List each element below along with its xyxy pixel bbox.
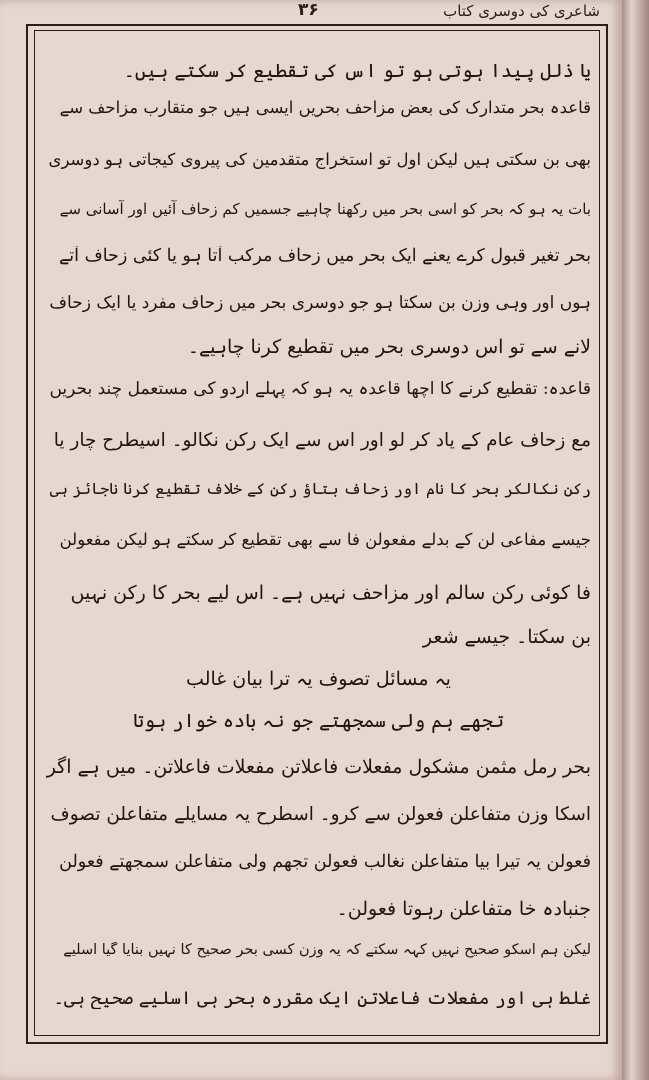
text-line: لانے سے تو اس دوسری بحر میں تقطیع کرنا چاہیے۔ xyxy=(187,336,591,358)
text-line: بحر تغیر قبول کرے یعنے ایک بحر میں زحاف مرکب آتا ہو یا کئی زحاف آتے xyxy=(59,246,591,266)
text-line: اسکا وزن متفاعلن فعولن سے کرو۔ اسطرح یہ مسایلے متفاعلن تصوف xyxy=(50,804,591,825)
text-line: فعولن یہ تیرا بیا متفاعلن نغالب فعولن تجھم ولی متفاعلن سمجھتے فعولن xyxy=(59,852,591,872)
text-line: بن سکتا۔ جیسے شعر xyxy=(422,626,591,648)
page-edge xyxy=(622,0,649,1080)
verse-line: تجھے ہم ولی سمجھتے جو نہ بادہ خوار ہوتا xyxy=(132,710,505,732)
verse-line: یہ مسائل تصوف یہ ترا بیان غالب xyxy=(186,668,451,690)
text-line: بھی بن سکتی ہیں لیکن اول تو استخراج متقدمین کی پیروی کیجاتی ہو دوسری xyxy=(48,150,591,169)
text-line: بحر رمل مثمن مشکول مفعلات فاعلاتن مفعلات فاعلاتن۔ میں ہے اگر xyxy=(46,756,591,778)
text-line: ہوں اور وہی وزن بن سکتا ہو جو دوسری بحر میں زحاف مفرد یا ایک زحاف xyxy=(49,293,591,313)
text-line: جنبادہ خا متفاعلن رہوتا فعولن۔ xyxy=(336,898,591,920)
page-number: ۳۶ xyxy=(298,0,319,20)
text-line: غلط ہی اور مفعلات فاعلاتن ایک مقررہ بحر ہی اسلیے صحیح ہی۔ xyxy=(53,988,591,1009)
text-line: یا ذلل پیدا ہوتی ہو تو اس کی تقطیع کر سکتے ہیں۔ xyxy=(123,60,591,82)
page-body xyxy=(46,60,591,1020)
text-line: لیکن ہم اسکو صحیح نہیں کہہ سکتے کہ یہ وزن کسی بحر صحیح کا نہیں بنایا گیا اسلیے xyxy=(63,942,591,958)
text-line: مع زحاف عام کے یاد کر لو اور اس سے ایک رکن نکالو۔ اسیطرح چار یا xyxy=(53,430,591,451)
text-line: قاعدہ: تقطیع کرنے کا اچھا قاعدہ یہ ہو کہ پہلے اردو کی مستعمل چند بحریں xyxy=(49,379,591,399)
running-title: شاعری کی دوسری کتاب xyxy=(443,2,600,20)
page-header xyxy=(28,2,608,26)
text-line: قاعدہ بحر متدارک کی بعض مزاحف بحریں ایسی ہیں جو متقارب مزاحف سے xyxy=(59,98,591,117)
text-line: جیسے مفاعی لن کے بدلے مفعولن فا سے بھی تقطیع کر سکتے ہو لیکن مفعولن xyxy=(59,530,591,549)
text-line: رکن نکالکر بحر کا نام اور زحاف بتاؤ رکن کے خلاف تقطیع کرنا ناجائز ہی xyxy=(49,480,591,498)
text-line: بات یہ ہو کہ بحر کو اسی بحر میں رکھنا چاہیے جسمیں کم زحاف آئیں اور آسانی سے xyxy=(59,200,591,218)
text-line: فا کوئی رکن سالم اور مزاحف نہیں ہے۔ اس لیے بحر کا رکن نہیں xyxy=(70,582,591,604)
